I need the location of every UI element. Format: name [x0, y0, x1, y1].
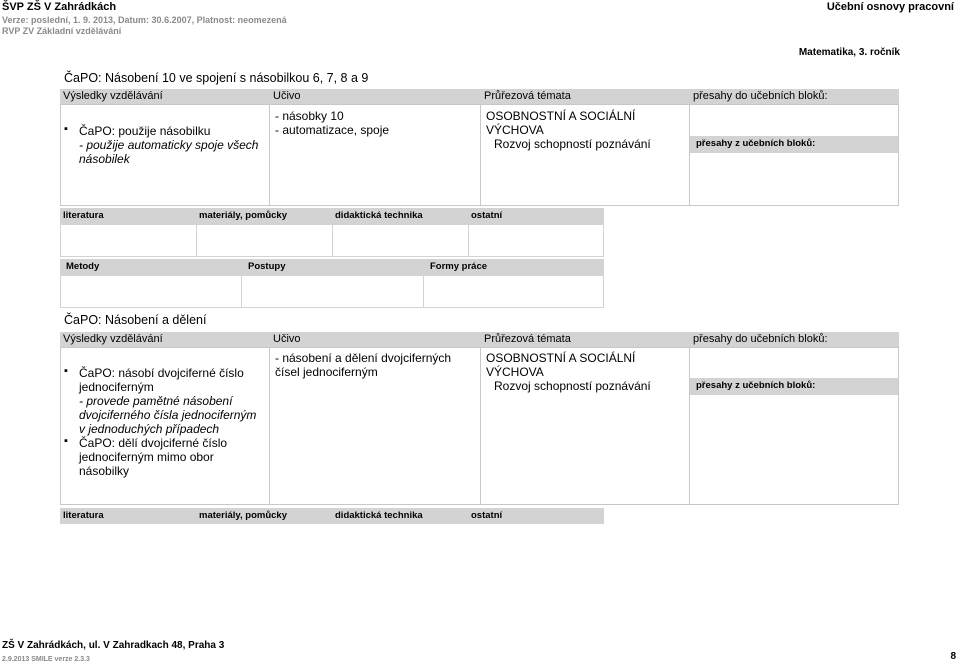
header-vysledky: Výsledky vzdělávání	[63, 333, 163, 345]
res-cell	[196, 224, 333, 257]
presahy-z-label: přesahy z učebních bloků:	[696, 380, 816, 391]
section-2-column-headers	[60, 332, 899, 347]
outcome-item	[62, 366, 262, 436]
prurez-title: OSOBNOSTNÍ A SOCIÁLNÍ VÝCHOVA	[486, 109, 636, 137]
res-materialy: materiály, pomůcky	[199, 210, 288, 221]
prurez-item: Rozvoj schopností poznávání	[494, 137, 651, 151]
outcome-main: ▪ ČaPO: dělí dvojciferné číslo jednociferným mimo obor násobilky	[79, 436, 228, 478]
res-didakticka: didaktická technika	[335, 210, 423, 221]
prurez-item: Rozvoj schopností poznávání	[494, 379, 651, 393]
footer-school-address: ZŠ V Zahrádkách, ul. V Zahradkach 48, Praha 3	[2, 640, 225, 651]
presahy-z-label: přesahy z učebních bloků:	[696, 138, 816, 149]
section-2-prurezova	[486, 351, 686, 393]
page-number: 8	[950, 651, 956, 662]
section-2-outcomes	[62, 366, 262, 478]
presahy-z-bar	[690, 136, 898, 153]
res-materialy: materiály, pomůcky	[199, 510, 288, 521]
method-cell	[423, 275, 604, 308]
res-literatura: literatura	[63, 510, 104, 521]
footer-version: 2.9.2013 SMILE verze 2.3.3	[2, 656, 90, 663]
method-formy: Formy práce	[430, 261, 488, 272]
ucivo-line: - násobky 10	[275, 109, 344, 123]
outcome-main: ▪ ČaPO: použije násobilku	[79, 124, 211, 138]
section-1-ucivo	[275, 109, 475, 137]
header-presahy-do: přesahy do učebních bloků:	[693, 333, 828, 345]
subject-label: Matematika, 3. ročník	[798, 47, 900, 58]
section-1-outcomes	[62, 124, 262, 166]
divider	[269, 104, 270, 206]
document-type: Učební osnovy pracovní	[826, 1, 954, 13]
resources-header	[60, 208, 604, 224]
method-cell	[241, 275, 424, 308]
divider	[689, 347, 690, 505]
divider	[480, 347, 481, 505]
divider	[480, 104, 481, 206]
header-ucivo: Učivo	[273, 90, 301, 102]
section-2-ucivo	[275, 351, 475, 379]
method-postupy: Postupy	[248, 261, 286, 272]
res-cell	[332, 224, 469, 257]
header-prurezova: Průřezová témata	[484, 90, 571, 102]
header-ucivo: Učivo	[273, 333, 301, 345]
header-prurezova: Průřezová témata	[484, 333, 571, 345]
section-2-title: ČaPO: Násobení a dělení	[64, 313, 207, 327]
resources-header	[60, 508, 604, 524]
res-cell	[468, 224, 604, 257]
section-1-column-headers	[60, 89, 899, 104]
res-cell	[60, 224, 197, 257]
res-ostatni: ostatní	[471, 210, 503, 221]
document-title: ŠVP ZŠ V Zahrádkách	[2, 1, 117, 13]
outcome-main: ▪ ČaPO: násobí dvojciferné číslo jednociferným	[79, 366, 244, 394]
res-literatura: literatura	[63, 210, 104, 221]
methods-header	[60, 259, 604, 275]
method-cell	[60, 275, 242, 308]
ucivo-line: - násobení a dělení dvojciferných čísel jednociferným	[275, 351, 452, 379]
prurez-title: OSOBNOSTNÍ A SOCIÁLNÍ VÝCHOVA	[486, 351, 636, 379]
section-1-prurezova	[486, 109, 686, 151]
method-metody: Metody	[66, 261, 100, 272]
header-vysledky: Výsledky vzdělávání	[63, 90, 163, 102]
outcome-item	[62, 436, 262, 478]
divider	[689, 104, 690, 206]
outcome-item	[62, 124, 262, 166]
outcome-sub: - provede pamětné násobení dvojciferného čísla jednociferným v jednoduchých případech	[79, 394, 257, 436]
ucivo-line: - automatizace, spoje	[275, 123, 390, 137]
presahy-z-bar	[690, 378, 898, 395]
divider	[269, 347, 270, 505]
outcome-sub: - použije automaticky spoje všech násobilek	[79, 138, 259, 166]
header-presahy-do: přesahy do učebních bloků:	[693, 90, 828, 102]
rvp-info: RVP ZV Základní vzdělávání	[2, 26, 122, 36]
res-didakticka: didaktická technika	[335, 510, 423, 521]
version-info: Verze: poslední, 1. 9. 2013, Datum: 30.6.2007, Platnost: neomezená	[2, 15, 287, 25]
section-1-title: ČaPO: Násobení 10 ve spojení s násobilkou 6, 7, 8 a 9	[64, 71, 369, 85]
res-ostatni: ostatní	[471, 510, 503, 521]
